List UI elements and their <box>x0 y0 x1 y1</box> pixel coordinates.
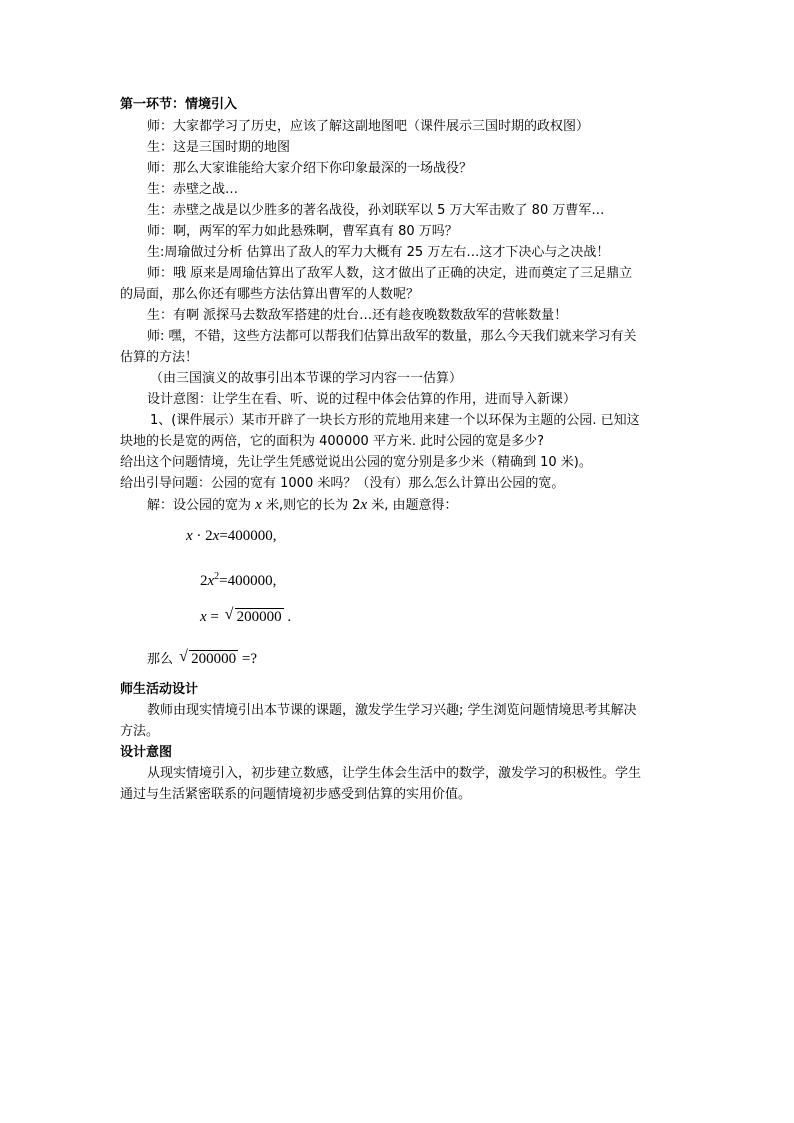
dialogue-line: 生：这是三国时期的地图 <box>147 140 291 155</box>
question-line: 那么 √ 200000 =? <box>147 648 258 667</box>
activity-line: 教师由现实情境引出本节课的课题，激发学生学习兴趣; 学生浏览问题情境思考其解决 <box>147 703 637 718</box>
equation-1: x · 2x=400000, <box>186 528 277 544</box>
dialogue-line: 师：啊，两军的军力如此悬殊啊，曹军真有 80 万吗？ <box>147 224 458 239</box>
square-root: √ 200000 <box>224 606 282 625</box>
problem-line: 块地的长是宽的两倍，它的面积为 400000 平方米. 此时公园的宽是多少? <box>120 434 545 449</box>
dialogue-line: 的局面，那么你还有哪些方法估算出曹军的人数呢？ <box>120 287 420 302</box>
intent-heading: 设计意图 <box>120 745 173 760</box>
dialogue-line: 师: 嘿，不错，这些方法都可以帮我们估算出敌军的数量，那么今天我们就来学习有关 <box>147 329 637 344</box>
dialogue-line: 师：哦 原来是周瑜估算出了敌军人数，这才做出了正确的决定，进而奠定了三足鼎立 <box>147 266 633 281</box>
problem-line: 给出这个问题情境，先让学生凭感觉说出公园的宽分别是多少米（精确到 10 米)。 <box>120 455 592 470</box>
intent-line: 通过与生活紧密联系的问题情境初步感受到估算的实用价值。 <box>120 787 472 802</box>
problem-line: 1、(课件展示）某市开辟了一块长方形的荒地用来建一个以环保为主题的公园. 已知这 <box>150 413 640 428</box>
equation-2: $2x^2=400000$, <box>200 571 277 589</box>
activity-line: 方法。 <box>120 724 160 739</box>
intent-line: 从现实情境引入，初步建立数感，让学生体会生活中的数学，激发学习的积极性。学生 <box>147 766 642 781</box>
solution-intro: 解：设公园的宽为 x 米,则它的长为 2x 米, 由题意得： <box>147 497 458 513</box>
dialogue-line: 生:周瑜做过分析 估算出了敌人的军力大概有 25 万左右…这才下决心与之决战！ <box>147 245 610 260</box>
dialogue-line: 生：赤壁之战是以少胜多的著名战役，孙刘联军以 5 万大军击败了 80 万曹军… <box>147 203 605 218</box>
dialogue-line: 师：大家都学习了历史，应该了解这副地图吧（课件展示三国时期的政权图） <box>147 119 590 134</box>
dialogue-line: 生：有啊 派探马去数敌军搭建的灶台…还有趁夜晚数数敌军的营帐数量！ <box>147 308 568 323</box>
dialogue-line: 估算的方法！ <box>120 350 199 365</box>
dialogue-line: 师：那么大家谁能给大家介绍下你印象最深的一场战役？ <box>147 161 473 176</box>
section-title: 第一环节：情境引入 <box>120 97 238 112</box>
problem-line: 给出引导问题：公园的宽有 1000 米吗？（没有）那么怎么计算出公园的宽。 <box>120 476 565 491</box>
dialogue-line: （由三国演义的故事引出本节课的学习内容一一估算） <box>150 371 463 386</box>
square-root: √ 200000 <box>179 648 237 667</box>
design-intent-line: 设计意图：让学生在看、听、说的过程中体会估算的作用，进而导入新课） <box>147 392 577 407</box>
equation-3: x = √ 200000 . <box>200 606 292 625</box>
activity-heading: 师生活动设计 <box>120 682 199 697</box>
dialogue-line: 生：赤壁之战… <box>147 182 239 197</box>
